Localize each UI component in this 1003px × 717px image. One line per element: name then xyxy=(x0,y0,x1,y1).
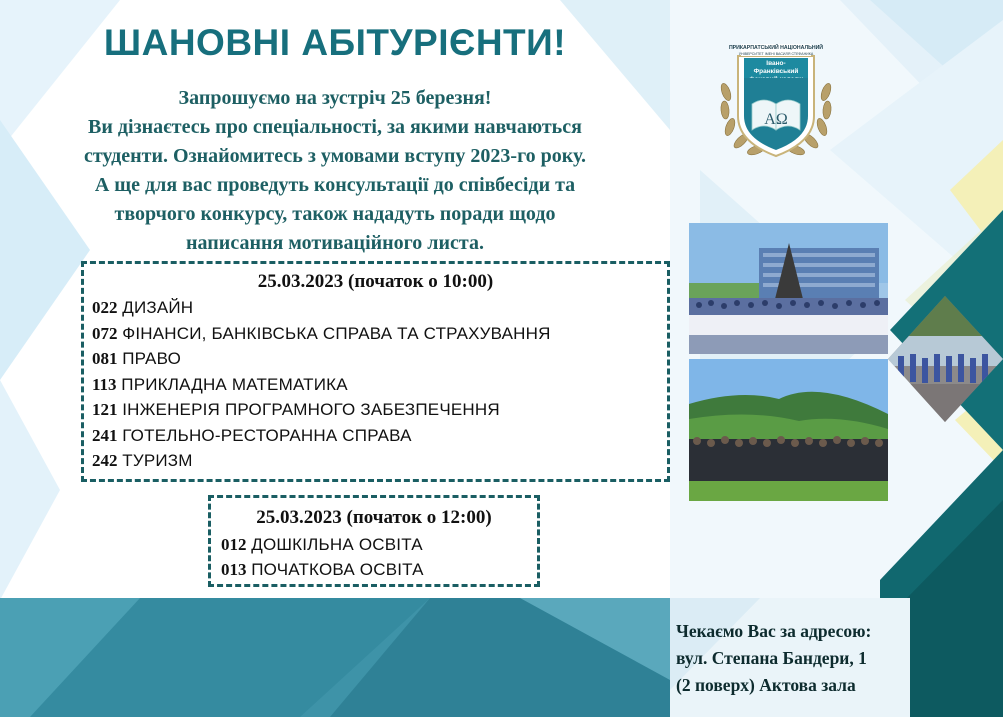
photo-diamond-crowd xyxy=(888,296,1003,422)
college-crest-icon xyxy=(716,42,836,162)
specialty-row xyxy=(211,532,537,557)
specialty-row xyxy=(84,448,667,474)
specialty-row xyxy=(84,397,667,423)
specialty-row xyxy=(211,557,537,582)
address-block xyxy=(676,618,976,699)
specialty-name: ПРИКЛАДНА МАТЕМАТИКА xyxy=(121,374,348,394)
specialty-name: ІНЖЕНЕРІЯ ПРОГРАМНОГО ЗАБЕЗПЕЧЕННЯ xyxy=(122,400,500,419)
intro-line: студенти. Ознайомитесь з умовами вступу 2023-го року. xyxy=(83,145,587,167)
specialty-name: ДОШКІЛЬНА ОСВІТА xyxy=(251,535,423,554)
photo-mountain-group xyxy=(689,359,888,501)
specialty-code: 242 xyxy=(92,451,118,470)
specialty-row xyxy=(84,346,667,372)
address-line: вул. Степана Бандери, 1 xyxy=(676,648,867,668)
photo-campus-group xyxy=(689,223,888,354)
session-2-header: 25.03.2023 (початок о 12:00) xyxy=(256,507,492,528)
specialty-row xyxy=(84,295,667,321)
page-title: ШАНОВНІ АБІТУРІЄНТИ! xyxy=(103,22,567,63)
specialty-code: 081 xyxy=(92,349,118,368)
specialty-code: 013 xyxy=(221,560,247,579)
logo-top-text: ПРИКАРПАТСЬКИЙ НАЦІОНАЛЬНИЙ xyxy=(728,45,824,51)
specialty-row xyxy=(84,372,667,398)
logo-name-text: Івано-Франківський xyxy=(753,60,799,75)
session-2-box xyxy=(208,495,540,587)
specialty-name: ПРАВО xyxy=(122,349,181,368)
specialty-code: 072 xyxy=(92,323,118,343)
intro-line: Ви дізнаєтесь про спеціальності, за якими навчаються xyxy=(88,116,582,138)
specialty-code: 022 xyxy=(92,298,118,317)
logo-letters: АΩ xyxy=(764,111,788,128)
specialty-code: 241 xyxy=(92,425,118,445)
specialty-code: 012 xyxy=(221,535,247,554)
specialty-name: ГОТЕЛЬНО-РЕСТОРАННА СПРАВА xyxy=(122,425,412,445)
specialty-row xyxy=(84,321,667,347)
specialty-row xyxy=(84,423,667,449)
intro-text xyxy=(10,84,660,258)
logo-sub-text: УНІВЕРСИТЕТ ІМЕНІ ВАСИЛЯ СТЕФАНИКА xyxy=(738,52,814,56)
intro-line: творчого конкурсу, також нададуть поради щодо xyxy=(114,203,556,225)
specialty-code: 121 xyxy=(92,400,118,419)
specialty-name: ПОЧАТКОВА ОСВІТА xyxy=(251,560,424,579)
specialty-name: ТУРИЗМ xyxy=(122,451,193,470)
specialty-code: 113 xyxy=(92,374,117,394)
specialty-name: ФІНАНСИ, БАНКІВСЬКА СПРАВА ТА СТРАХУВАННЯ xyxy=(122,323,551,343)
session-1-box xyxy=(81,261,670,482)
intro-line: написання мотиваційного листа. xyxy=(186,232,484,254)
intro-line: Запрошуємо на зустріч 25 березня! xyxy=(178,87,492,109)
intro-line: А ще для вас проведуть консультації до співбесіди та xyxy=(94,174,576,196)
session-1-header: 25.03.2023 (початок о 10:00) xyxy=(257,271,494,292)
address-line: Чекаємо Вас за адресою: xyxy=(676,621,872,641)
specialty-name: ДИЗАЙН xyxy=(122,298,194,317)
address-line: (2 поверх) Актова зала xyxy=(676,675,856,695)
